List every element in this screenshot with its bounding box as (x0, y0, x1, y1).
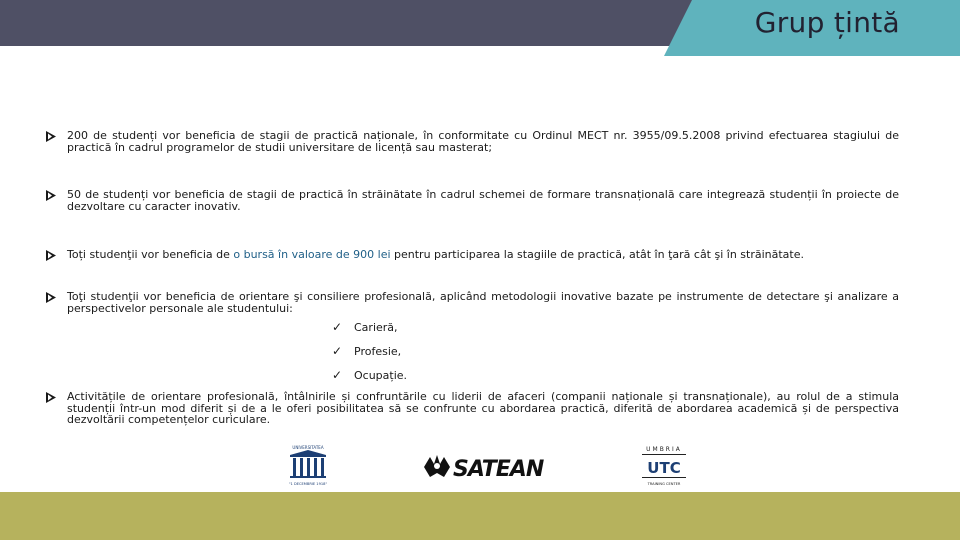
footer-bar (0, 492, 960, 540)
checkmark-icon: ✓ (332, 344, 343, 358)
bullet-text: 200 de studenți vor beneficia de stagii de practică naționale, în conformitate cu Ordinul MECT nr. 3955/09.5.2008 privind efectuarea stagiului de practică în cadrul programelor de studii universitare de licență sau masterat; (67, 129, 899, 154)
partner-logos (0, 440, 960, 492)
arrow-bullet-icon (46, 392, 56, 403)
svg-text:TRAINING CENTER: TRAINING CENTER (647, 482, 681, 486)
checklist-label: Carieră, (354, 321, 398, 334)
svg-text:UTC: UTC (647, 459, 681, 477)
arrow-bullet-icon (46, 131, 56, 142)
bullet-text: 50 de studenți vor beneficia de stagii de practică în străinătate în cadrul schemei de formare transnațională care integrează studenții în proiecte de dezvoltare cu caracter inovativ. (67, 188, 899, 213)
arrow-bullet-icon (46, 190, 56, 201)
university-logo (286, 443, 330, 489)
checkmark-icon: ✓ (332, 320, 343, 334)
bullet-text: Activitățile de orientare profesională, întâlnirile și confruntările cu liderii de afaceri (companii naționale și transnaționale), au rolul de a stimula studenții într-un mod diferit și de a le oferi posibilitatea să se confrunte cu abordarea practică, diferită de abordarea academică și de perspectiva dezvoltării competențelor curiculare. (67, 390, 899, 426)
slide-title: Grup țintă (754, 6, 900, 39)
scholarship-highlight: o bursă în valoare de 900 lei (233, 248, 391, 261)
umbria-utc-logo (638, 443, 690, 489)
svg-text:"1 DECEMBRIE 1918": "1 DECEMBRIE 1918" (288, 482, 328, 486)
bullet-text: Toţi studenţii vor beneficia de orientare şi consiliere profesională, aplicând metodologii inovative bazate pe instrumente de detectare şi analizare a perspectivelor personale ale studentului: (67, 290, 899, 315)
checklist-label: Ocupație. (354, 369, 408, 382)
arrow-bullet-icon (46, 292, 56, 303)
svg-text:SATEAN: SATEAN (453, 457, 544, 482)
checkmark-icon: ✓ (332, 368, 343, 382)
arrow-bullet-icon (46, 250, 56, 261)
checklist-label: Profesie, (354, 345, 402, 358)
svg-text:UNIVERSITATEA: UNIVERSITATEA (292, 445, 324, 450)
bullet-text-start: Toți studenţii vor beneficia de (67, 248, 234, 261)
svg-text:UMBRIA: UMBRIA (646, 446, 682, 453)
satean-logo (422, 452, 556, 482)
bullet-text-end: pentru participarea la stagiile de practică, atât în ţară cât şi în străinătate. (390, 248, 805, 261)
bullet-text (67, 249, 899, 261)
